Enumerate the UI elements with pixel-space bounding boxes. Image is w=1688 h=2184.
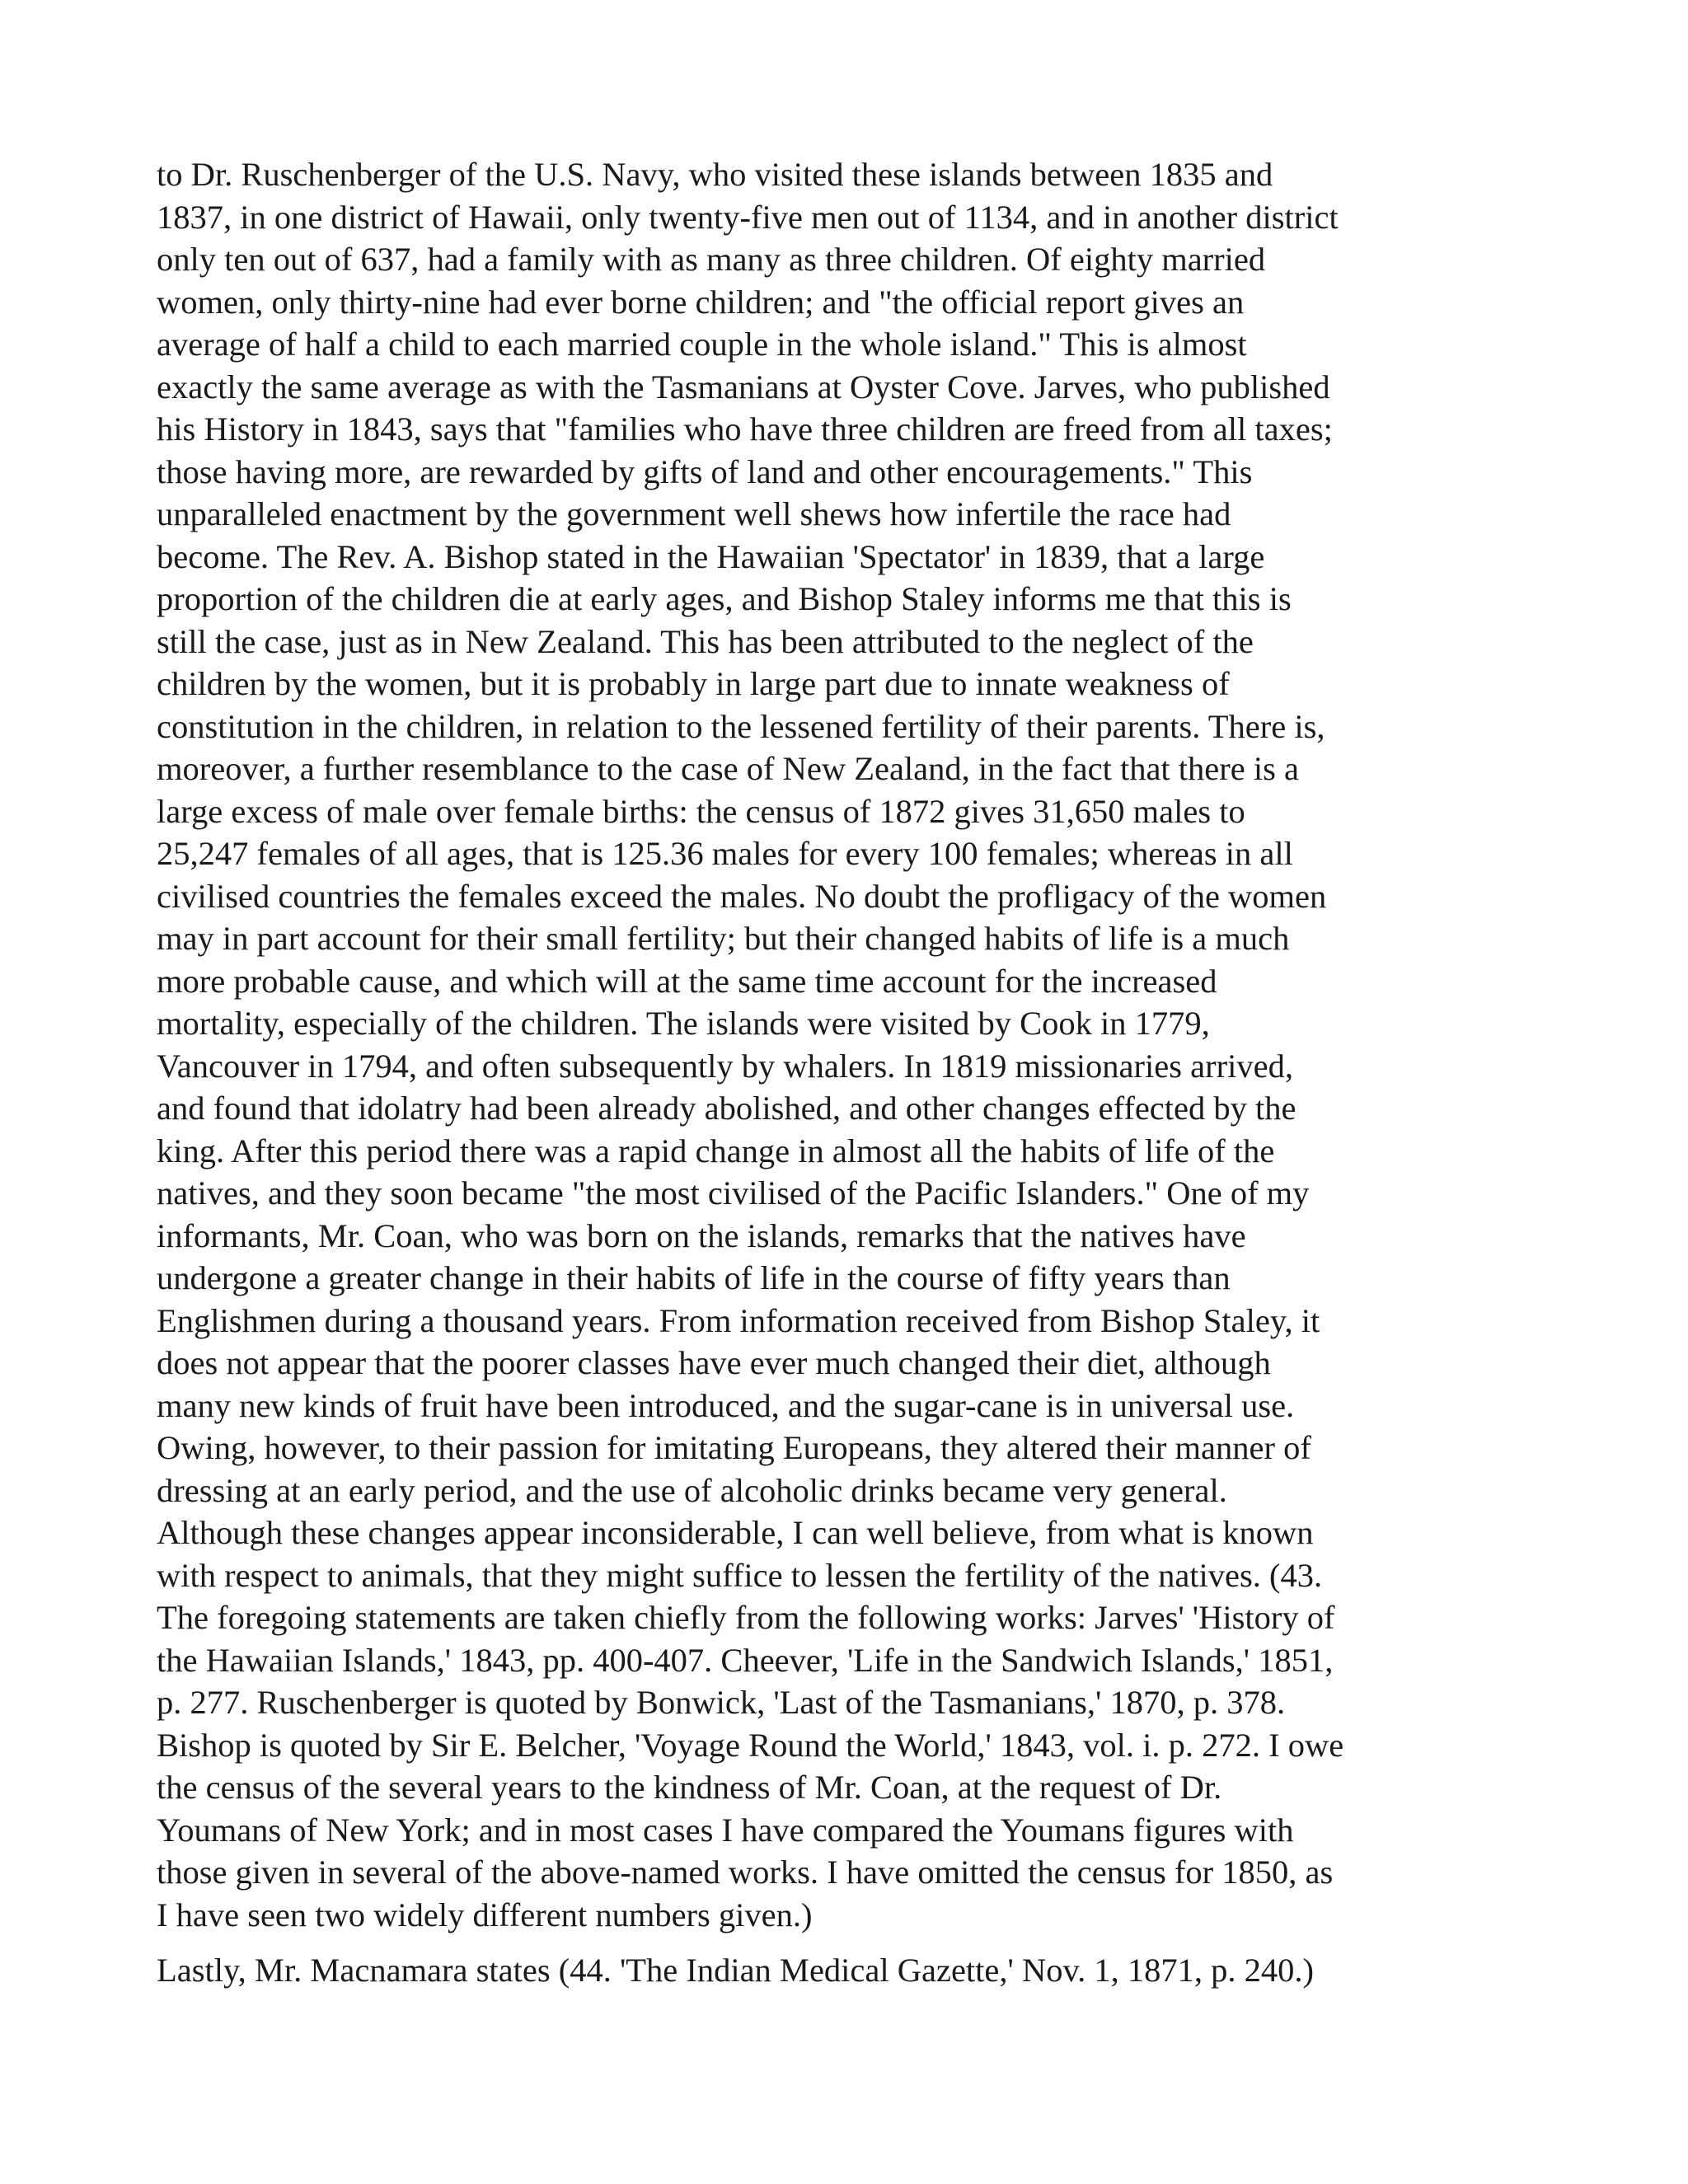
text-line: Although these changes appear inconsiderable, I can well believe, from what is known (157, 1514, 1314, 1551)
text-line: exactly the same average as with the Tasmanians at Oyster Cove. Jarves, who published (157, 368, 1330, 405)
text-line: unparalleled enactment by the government well shews how infertile the race had (157, 495, 1231, 532)
text-line: p. 277. Ruschenberger is quoted by Bonwick, 'Last of the Tasmanians,' 1870, p. 378. (157, 1684, 1286, 1721)
text-line: women, only thirty-nine had ever borne children; and "the official report gives an (157, 283, 1245, 321)
text-line: more probable cause, and which will at the same time account for the increased (157, 962, 1217, 1000)
text-line: those given in several of the above-named works. I have omitted the census for 1850, as (157, 1854, 1334, 1891)
text-line: king. After this period there was a rapid change in almost all the habits of life of the (157, 1132, 1275, 1169)
text-line: large excess of male over female births: the census of 1872 gives 31,650 males to (157, 792, 1245, 830)
text-line: does not appear that the poorer classes have ever much changed their diet, although (157, 1344, 1271, 1381)
text-line: Englishmen during a thousand years. From information received from Bishop Staley, it (157, 1301, 1320, 1339)
paragraph-gap (157, 1936, 1541, 1949)
text-line: his History in 1843, says that "families who have three children are freed from all taxes; (157, 410, 1333, 448)
text-line: Lastly, Mr. Macnamara states (44. 'The Indian Medical Gazette,' Nov. 1, 1871, p. 240.) (157, 1952, 1314, 1989)
text-line: may in part account for their small fertility; but their changed habits of life is a much (157, 920, 1290, 957)
text-line: moreover, a further resemblance to the case of New Zealand, in the fact that there is a (157, 750, 1299, 787)
text-line: civilised countries the females exceed the males. No doubt the profligacy of the women (157, 877, 1327, 915)
text-line: become. The Rev. A. Bishop stated in the Hawaiian 'Spectator' in 1839, that a large (157, 537, 1265, 575)
text-line: Owing, however, to their passion for imitating Europeans, they altered their manner of (157, 1429, 1311, 1466)
text-line: those having more, are rewarded by gifts of land and other encouragements." This (157, 452, 1253, 490)
text-line: 25,247 females of all ages, that is 125.36 males for every 100 females; whereas in all (157, 835, 1293, 872)
text-line: still the case, just as in New Zealand. This has been attributed to the neglect of the (157, 622, 1254, 660)
text-line: average of half a child to each married couple in the whole island." This is almost (157, 326, 1247, 363)
text-line: mortality, especially of the children. The islands were visited by Cook in 1779, (157, 1005, 1210, 1042)
text-line: informants, Mr. Coan, who was born on the islands, remarks that the natives have (157, 1216, 1246, 1254)
body-paragraph (157, 1949, 1541, 1992)
text-line: to Dr. Ruschenberger of the U.S. Navy, who visited these islands between 1835 and (157, 156, 1273, 193)
text-line: many new kinds of fruit have been introduced, and the sugar-cane is in universal use. (157, 1386, 1295, 1424)
document-page (157, 153, 1541, 1992)
text-line: the census of the several years to the kindness of Mr. Coan, at the request of Dr. (157, 1769, 1222, 1806)
text-line: dressing at an early period, and the use of alcoholic drinks became very general. (157, 1471, 1227, 1509)
text-line: and found that idolatry had been already abolished, and other changes effected by the (157, 1090, 1296, 1127)
text-line: constitution in the children, in relation to the lessened fertility of their parents. There is, (157, 707, 1325, 745)
text-line: Vancouver in 1794, and often subsequently by whalers. In 1819 missionaries arrived, (157, 1047, 1293, 1085)
text-line: The foregoing statements are taken chiefly from the following works: Jarves' 'History of (157, 1599, 1335, 1636)
text-line: 1837, in one district of Hawaii, only twenty-five men out of 1134, and in another district (157, 198, 1339, 236)
text-line: with respect to animals, that they might suffice to lessen the fertility of the natives. (43. (157, 1556, 1323, 1594)
text-line: undergone a greater change in their habits of life in the course of fifty years than (157, 1259, 1231, 1296)
text-line: only ten out of 637, had a family with as many as three children. Of eighty married (157, 241, 1266, 278)
text-line: proportion of the children die at early ages, and Bishop Staley informs me that this is (157, 580, 1292, 617)
text-line: children by the women, but it is probably in large part due to innate weakness of (157, 665, 1230, 702)
text-line: the Hawaiian Islands,' 1843, pp. 400-407. Cheever, 'Life in the Sandwich Islands,' 1851, (157, 1641, 1334, 1679)
body-paragraph (157, 153, 1541, 1936)
text-line: I have seen two widely different numbers given.) (157, 1896, 813, 1933)
text-line: natives, and they soon became "the most civilised of the Pacific Islanders." One of my (157, 1174, 1310, 1212)
text-line: Bishop is quoted by Sir E. Belcher, 'Voyage Round the World,' 1843, vol. i. p. 272. I owe (157, 1726, 1344, 1764)
text-line: Youmans of New York; and in most cases I have compared the Youmans figures with (157, 1811, 1294, 1849)
